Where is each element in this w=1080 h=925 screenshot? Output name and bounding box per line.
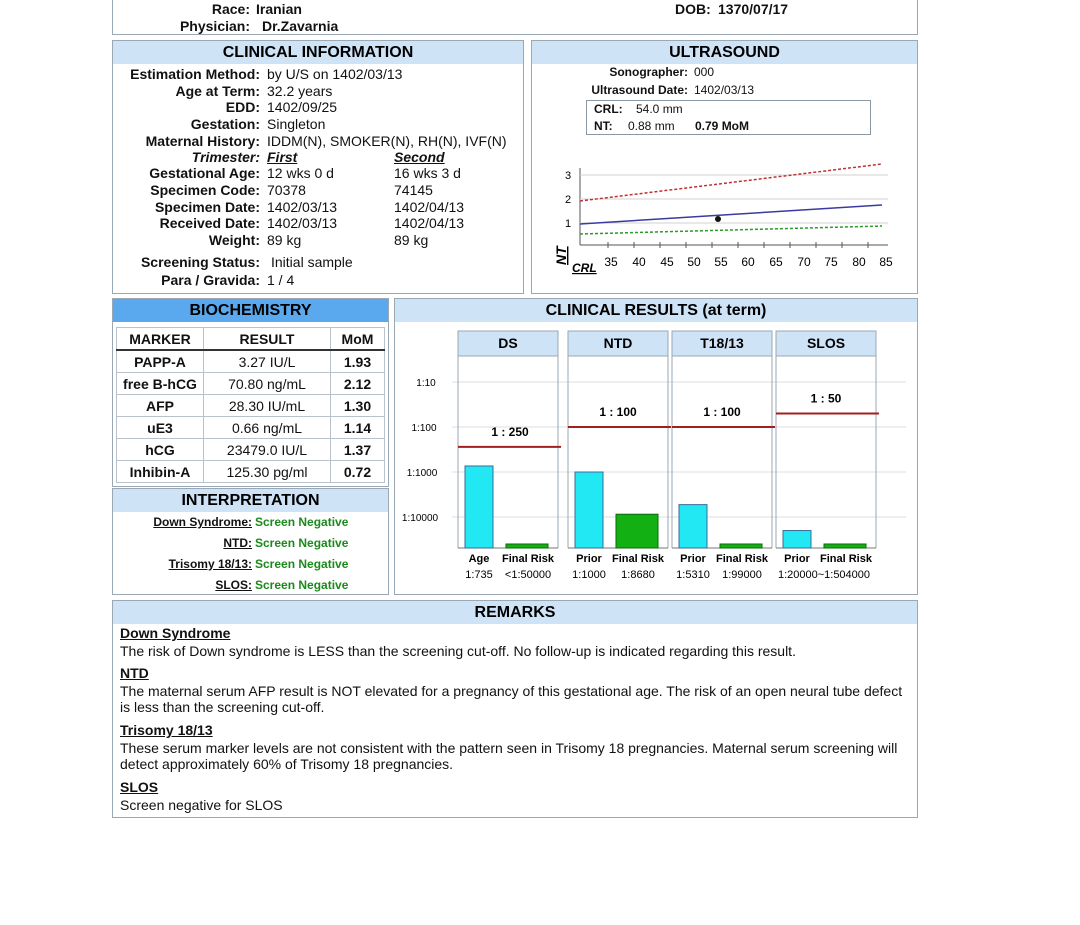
interp-ntd-label: NTD: — [223, 536, 252, 550]
risk-value-prior: 1:1000 — [572, 569, 606, 581]
interp-ntd-value: Screen Negative — [255, 536, 349, 550]
race-label: Race: — [211, 1, 250, 17]
risk-value-final: 1:8680 — [621, 569, 655, 581]
physician-label: Physician: — [179, 18, 250, 34]
risk-ytick-10: 1:10 — [416, 378, 436, 389]
table-row — [117, 417, 385, 439]
nt-chart-xtick-40: 40 — [632, 255, 646, 269]
marker-cell: free B-hCG — [117, 373, 204, 395]
table-row — [117, 461, 385, 483]
risk-value-prior: 1:735 — [465, 569, 493, 581]
risk-cutoff-label: 1 : 100 — [599, 405, 637, 419]
risk-prior-bar — [783, 531, 811, 548]
result-cell: 28.30 IU/mL — [204, 395, 331, 417]
mom-cell: 1.30 — [331, 395, 385, 417]
biochemistry-header-row — [117, 328, 385, 351]
ultrasound-date-label: Ultrasound Date: — [591, 83, 688, 97]
specimen-date-second: 1402/04/13 — [394, 199, 465, 215]
age-at-term-value: 32.2 years — [267, 83, 333, 99]
screening-status-label: Screening Status: — [140, 254, 260, 270]
nt-chart-xtick-55: 55 — [714, 255, 728, 269]
interp-slos-value: Screen Negative — [255, 578, 349, 592]
gestation-value: Singleton — [267, 116, 326, 132]
clinical-information-title: CLINICAL INFORMATION — [113, 41, 523, 64]
risk-panel-title: T18/13 — [700, 335, 744, 351]
specimen-date-label: Specimen Date: — [154, 199, 260, 215]
marker-cell: uE3 — [117, 417, 204, 439]
risk-label-prior: Prior — [576, 553, 602, 565]
nt-chart-xtick-60: 60 — [741, 255, 755, 269]
risk-cutoff-label: 1 : 250 — [491, 424, 529, 439]
remarks-title: REMARKS — [113, 601, 917, 624]
maternal-history-label: Maternal History: — [145, 133, 260, 149]
table-row — [117, 373, 385, 395]
nt-chart-xtick-50: 50 — [687, 255, 701, 269]
estimation-method-value: by U/S on 1402/03/13 — [267, 66, 403, 82]
marker-cell: PAPP-A — [117, 350, 204, 373]
risk-label-final: Final Risk — [716, 553, 768, 565]
nt-chart-xtick-45: 45 — [660, 255, 674, 269]
table-row — [117, 395, 385, 417]
risk-cutoff-label: 1 : 50 — [810, 391, 842, 406]
risk-label-prior: Prior — [784, 553, 810, 565]
nt-median-line — [580, 205, 882, 224]
specimen-code-second: 74145 — [394, 182, 433, 198]
dob-label: DOB: — [675, 1, 711, 17]
risk-final-bar — [720, 544, 762, 548]
weight-label: Weight: — [208, 232, 260, 248]
interp-trisomy-value: Screen Negative — [255, 557, 349, 571]
nt-chart-xtick-75: 75 — [824, 255, 838, 269]
risk-label-prior: Age — [468, 553, 490, 565]
risk-value-final: <1:50000 — [504, 569, 552, 581]
crl-label: CRL: — [594, 102, 623, 116]
nt-chart-xtick-70: 70 — [797, 255, 811, 269]
risk-prior-bar — [575, 472, 603, 548]
result-cell: 70.80 ng/mL — [204, 373, 331, 395]
ultrasound-date-value: 1402/03/13 — [694, 83, 755, 97]
nt-chart-ytick-2: 2 — [564, 194, 572, 206]
remark-heading-trisomy: Trisomy 18/13 — [120, 722, 213, 738]
screening-status-value: Initial sample — [271, 254, 353, 270]
nt-crl-chart — [548, 150, 900, 280]
risk-ytick-10000: 1:10000 — [401, 513, 439, 524]
interpretation-title: INTERPRETATION — [113, 489, 388, 512]
nt-patient-point — [715, 216, 721, 222]
nt-axis-label: NT — [553, 246, 569, 265]
nt-mom: 0.79 MoM — [695, 119, 750, 133]
gestation-label: Gestation: — [190, 116, 260, 132]
risk-label-final: Final Risk — [820, 553, 872, 565]
biochemistry-title: BIOCHEMISTRY — [113, 299, 388, 322]
specimen-code-first: 70378 — [267, 182, 306, 198]
risk-ytick-100: 1:100 — [411, 423, 437, 434]
risk-prior-bar — [679, 505, 707, 548]
interp-down-value: Screen Negative — [255, 515, 349, 529]
marker-cell: AFP — [117, 395, 204, 417]
risk-bar-chart — [396, 326, 916, 592]
nt-chart-ytick-1: 1 — [564, 218, 572, 230]
nt-chart-xtick-65: 65 — [769, 255, 783, 269]
weight-first: 89 kg — [267, 232, 302, 248]
result-header: RESULT — [204, 328, 331, 351]
interp-trisomy-label: Trisomy 18/13: — [168, 557, 252, 571]
table-row — [117, 350, 385, 373]
mom-cell: 1.14 — [331, 417, 385, 439]
gestational-age-label: Gestational Age: — [149, 165, 260, 181]
marker-cell: hCG — [117, 439, 204, 461]
risk-value-prior: 1:5310 — [676, 569, 710, 581]
gestational-age-second: 16 wks 3 d — [394, 165, 461, 181]
remark-heading-down: Down Syndrome — [120, 625, 231, 641]
crl-value: 54.0 mm — [636, 102, 683, 116]
risk-final-bar — [824, 544, 866, 548]
maternal-history-value: IDDM(N), SMOKER(N), RH(N), IVF(N) — [267, 133, 507, 149]
received-date-first: 1402/03/13 — [267, 215, 338, 231]
risk-panel-title: SLOS — [806, 335, 846, 351]
mom-cell: 0.72 — [331, 461, 385, 483]
sonographer-value: 000 — [694, 65, 715, 79]
nt-chart-xtick-80: 80 — [852, 255, 866, 269]
received-date-second: 1402/04/13 — [394, 215, 465, 231]
mom-header: MoM — [331, 328, 385, 351]
age-at-term-label: Age at Term: — [175, 83, 260, 99]
edd-label: EDD: — [225, 99, 260, 115]
ultrasound-title: ULTRASOUND — [532, 41, 917, 64]
result-cell: 125.30 pg/ml — [204, 461, 331, 483]
trimester-label: Trimester: — [191, 149, 260, 165]
mom-cell: 1.93 — [331, 350, 385, 373]
biochemistry-table — [116, 327, 385, 483]
nt-lower-limit-line — [580, 226, 882, 234]
remark-text-ntd: The maternal serum AFP result is NOT elevated for a pregnancy of this gestational age. The risk of an open neural tube defect is less than the screening cut-off. — [120, 683, 903, 715]
dob-value: 1370/07/17 — [718, 1, 789, 17]
risk-panel-title: DS — [498, 335, 518, 351]
gestational-age-first: 12 wks 0 d — [267, 165, 334, 181]
trimester-first: First — [267, 149, 298, 165]
risk-value-final: 1:99000 — [722, 569, 762, 581]
estimation-method-label: Estimation Method: — [130, 66, 260, 82]
remark-text-trisomy: These serum marker levels are not consistent with the pattern seen in Trisomy 18 pregnancies. Maternal serum screening will detect approximately 60% of Trisomy 18 pregnancies. — [120, 740, 898, 772]
trimester-second: Second — [394, 149, 445, 165]
specimen-date-first: 1402/03/13 — [267, 199, 338, 215]
mom-cell: 1.37 — [331, 439, 385, 461]
weight-second: 89 kg — [394, 232, 429, 248]
risk-value-range: 1:20000~1:504000 — [777, 569, 871, 581]
risk-panel-title: NTD — [603, 335, 633, 351]
risk-final-bar — [506, 544, 548, 548]
clinical-results-title: CLINICAL RESULTS (at term) — [395, 299, 917, 322]
risk-prior-bar — [465, 466, 493, 548]
risk-label-prior: Prior — [680, 553, 706, 565]
result-cell: 23479.0 IU/L — [204, 439, 331, 461]
remark-heading-ntd: NTD — [120, 665, 149, 681]
nt-chart-xtick-35: 35 — [604, 255, 618, 269]
specimen-code-label: Specimen Code: — [150, 182, 260, 198]
risk-label-final: Final Risk — [502, 553, 554, 565]
mom-cell: 2.12 — [331, 373, 385, 395]
nt-label: NT: — [594, 119, 613, 133]
physician-value: Dr.Zavarnia — [262, 18, 339, 34]
result-cell: 0.66 ng/mL — [204, 417, 331, 439]
marker-header: MARKER — [117, 328, 204, 351]
para-gravida-value: 1 / 4 — [267, 272, 295, 288]
para-gravida-label: Para / Gravida: — [161, 272, 260, 288]
result-cell: 3.27 IU/L — [204, 350, 331, 373]
nt-chart-xtick-85: 85 — [879, 255, 893, 269]
nt-upper-limit-line — [580, 164, 882, 201]
risk-cutoff-label: 1 : 100 — [703, 405, 741, 419]
interp-down-label: Down Syndrome: — [153, 515, 252, 529]
remark-heading-slos: SLOS — [120, 779, 159, 795]
marker-cell: Inhibin-A — [117, 461, 204, 483]
interp-slos-label: SLOS: — [215, 578, 252, 592]
remark-text-slos: Screen negative for SLOS — [120, 797, 283, 813]
received-date-label: Received Date: — [159, 215, 260, 231]
sonographer-label: Sonographer: — [609, 65, 688, 79]
risk-final-bar — [616, 514, 658, 548]
nt-chart-ytick-3: 3 — [564, 170, 572, 182]
risk-ytick-1000: 1:1000 — [406, 468, 438, 479]
race-value: Iranian — [256, 1, 302, 17]
table-row — [117, 439, 385, 461]
crl-axis-label: CRL — [572, 261, 597, 275]
risk-label-final: Final Risk — [612, 553, 664, 565]
remark-text-down: The risk of Down syndrome is LESS than the screening cut-off. No follow-up is indicated regarding this result. — [120, 643, 796, 659]
nt-value: 0.88 mm — [628, 119, 675, 133]
edd-value: 1402/09/25 — [267, 99, 338, 115]
